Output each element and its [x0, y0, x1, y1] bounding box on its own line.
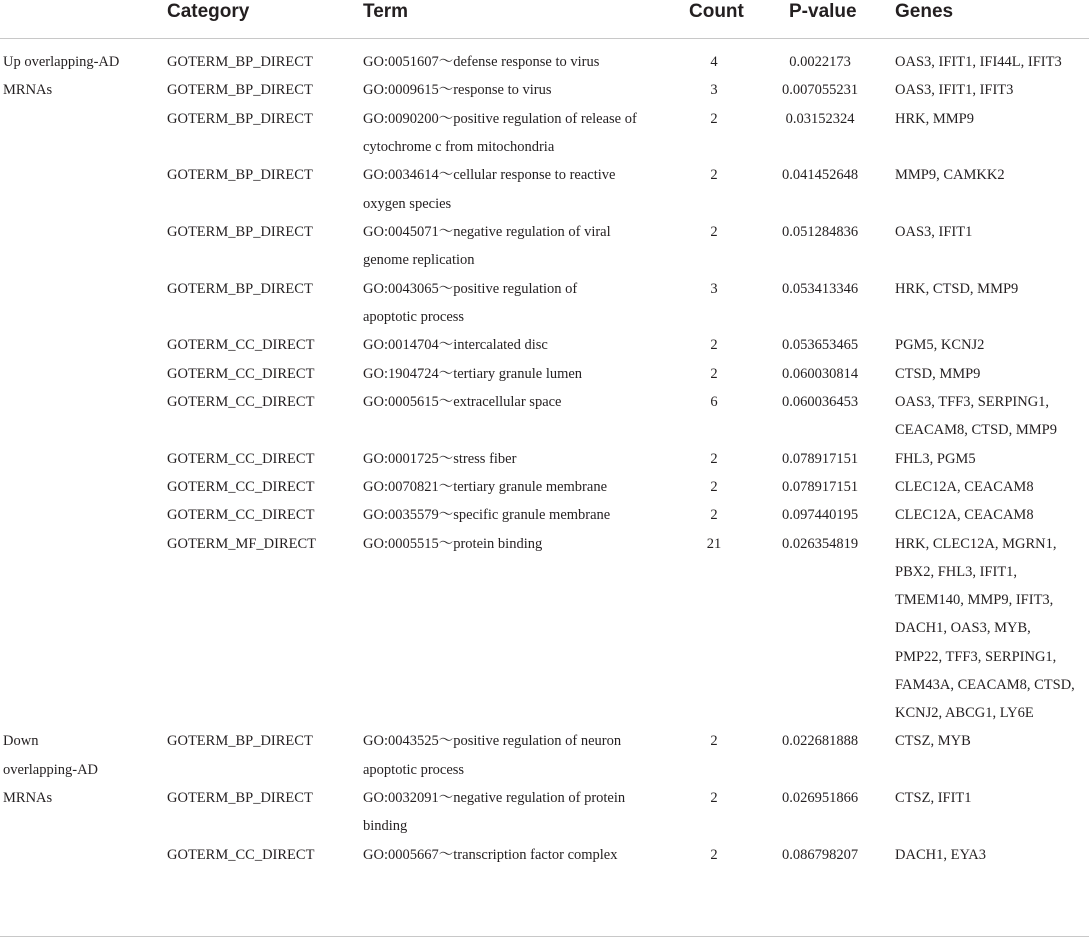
pvalue-cell: 0.041452648: [781, 167, 859, 184]
category-cell: GOTERM_CC_DIRECT: [167, 479, 315, 495]
count-cell: 6: [710, 394, 718, 410]
pvalue-cell: 0.060030814: [781, 365, 859, 382]
pvalue-cell: 0.007055231: [781, 82, 859, 99]
row-group-label: Down overlapping-AD MRNAs: [3, 733, 99, 806]
header-count: Count: [689, 1, 744, 22]
pvalue-cell: 0.0022173: [789, 54, 851, 70]
count-cell: 2: [710, 224, 718, 240]
genes-cell: CLEC12A, CEACAM8: [895, 479, 1034, 495]
term-cell: GO:0090200～positive regulation of release of cytochrome c from mitochondria: [363, 110, 637, 155]
category-cell: GOTERM_BP_DIRECT: [167, 167, 313, 184]
category-cell: GOTERM_CC_DIRECT: [167, 394, 315, 410]
pvalue-cell: 0.053653465: [781, 337, 859, 354]
category-cell: GOTERM_BP_DIRECT: [167, 790, 313, 806]
category-cell: GOTERM_CC_DIRECT: [167, 337, 315, 354]
count-cell: 2: [710, 790, 718, 806]
category-cell: GOTERM_BP_DIRECT: [167, 224, 313, 240]
genes-cell: PGM5, KCNJ2: [895, 337, 985, 354]
header-term: Term: [363, 1, 409, 22]
term-cell: GO:0005667～transcription factor complex: [363, 846, 618, 863]
genes-cell: OAS3, IFIT1: [895, 224, 973, 240]
genes-cell: CLEC12A, CEACAM8: [895, 507, 1034, 524]
header-genes: Genes: [895, 1, 954, 22]
category-cell: GOTERM_CC_DIRECT: [167, 846, 315, 863]
term-cell: GO:0035579～specific granule membrane: [363, 507, 611, 524]
count-cell: 2: [710, 846, 718, 863]
genes-cell: FHL3, PGM5: [895, 450, 976, 467]
category-cell: GOTERM_BP_DIRECT: [167, 110, 313, 127]
pvalue-cell: 0.03152324: [785, 110, 855, 127]
header-category: Category: [167, 1, 250, 22]
term-cell: GO:0043065～positive regulation of apoptotic process: [363, 280, 578, 325]
count-cell: 2: [710, 365, 718, 382]
count-cell: 3: [710, 82, 718, 99]
pvalue-cell: 0.053413346: [781, 280, 859, 297]
genes-cell: OAS3, IFIT1, IFI44L, IFIT3: [895, 54, 1062, 70]
pvalue-cell: 0.086798207: [781, 846, 859, 863]
pvalue-cell: 0.097440195: [781, 507, 859, 524]
count-cell: 2: [710, 450, 718, 467]
bottom-rule: [0, 936, 1089, 937]
genes-cell: CTSD, MMP9: [895, 365, 981, 382]
genes-cell: OAS3, IFIT1, IFIT3: [895, 82, 1014, 99]
pvalue-cell: 0.051284836: [781, 224, 859, 240]
genes-cell: MMP9, CAMKK2: [895, 167, 1005, 184]
pvalue-cell: 0.022681888: [781, 733, 859, 750]
category-cell: GOTERM_CC_DIRECT: [167, 450, 315, 467]
genes-cell: CTSZ, MYB: [895, 733, 971, 750]
count-cell: 4: [710, 54, 718, 70]
count-cell: 2: [710, 110, 718, 127]
term-cell: GO:0051607～defense response to virus: [363, 54, 600, 70]
count-cell: 2: [710, 507, 718, 524]
genes-cell: HRK, CTSD, MMP9: [895, 280, 1019, 297]
pvalue-cell: 0.026354819: [781, 535, 859, 552]
genes-cell: OAS3, TFF3, SERPING1, CEACAM8, CTSD, MMP9: [895, 394, 1057, 439]
count-cell: 2: [710, 337, 718, 354]
term-cell: GO:0009615～response to virus: [363, 82, 552, 99]
header-pvalue: P-value: [789, 1, 857, 22]
term-cell: GO:0045071～negative regulation of viral genome replication: [363, 224, 611, 269]
count-cell: 2: [710, 733, 718, 750]
term-cell: GO:0001725～stress fiber: [363, 450, 517, 467]
category-cell: GOTERM_CC_DIRECT: [167, 507, 315, 524]
category-cell: GOTERM_BP_DIRECT: [167, 82, 313, 99]
category-cell: GOTERM_BP_DIRECT: [167, 733, 313, 750]
count-cell: 21: [706, 535, 722, 552]
pvalue-cell: 0.078917151: [781, 450, 859, 467]
genes-cell: DACH1, EYA3: [895, 846, 987, 863]
term-cell: GO:0005515～protein binding: [363, 535, 543, 552]
pvalue-cell: 0.026951866: [781, 790, 859, 806]
term-cell: GO:0043525～positive regulation of neuron apoptotic process: [363, 733, 622, 778]
row-group-label: Up overlapping-AD MRNAs: [3, 54, 120, 99]
term-cell: GO:0034614～cellular response to reactive oxygen species: [363, 167, 616, 212]
count-cell: 2: [710, 167, 718, 184]
count-cell: 3: [710, 280, 718, 297]
count-cell: 2: [710, 479, 718, 495]
category-cell: GOTERM_CC_DIRECT: [167, 365, 315, 382]
category-cell: GOTERM_BP_DIRECT: [167, 54, 313, 70]
pvalue-cell: 0.060036453: [781, 394, 859, 410]
term-cell: GO:0005615～extracellular space: [363, 394, 562, 410]
term-cell: GO:1904724～tertiary granule lumen: [363, 365, 583, 382]
pvalue-cell: 0.078917151: [781, 479, 859, 495]
term-cell: GO:0014704～intercalated disc: [363, 337, 548, 354]
term-cell: GO:0032091～negative regulation of protein binding: [363, 790, 626, 835]
term-cell: GO:0070821～tertiary granule membrane: [363, 479, 608, 495]
genes-cell: CTSZ, IFIT1: [895, 790, 972, 806]
genes-cell: HRK, MMP9: [895, 110, 974, 127]
genes-cell: HRK, CLEC12A, MGRN1, PBX2, FHL3, IFIT1, TMEM140, MMP9, IFIT3, DACH1, OAS3, MYB, PMP22, TFF3, SERPING1, FAM43A, CEACAM8, CTSD, KCNJ2, ABCG1, LY6E: [895, 535, 1075, 722]
category-cell: GOTERM_BP_DIRECT: [167, 280, 313, 297]
category-cell: GOTERM_MF_DIRECT: [167, 535, 317, 552]
